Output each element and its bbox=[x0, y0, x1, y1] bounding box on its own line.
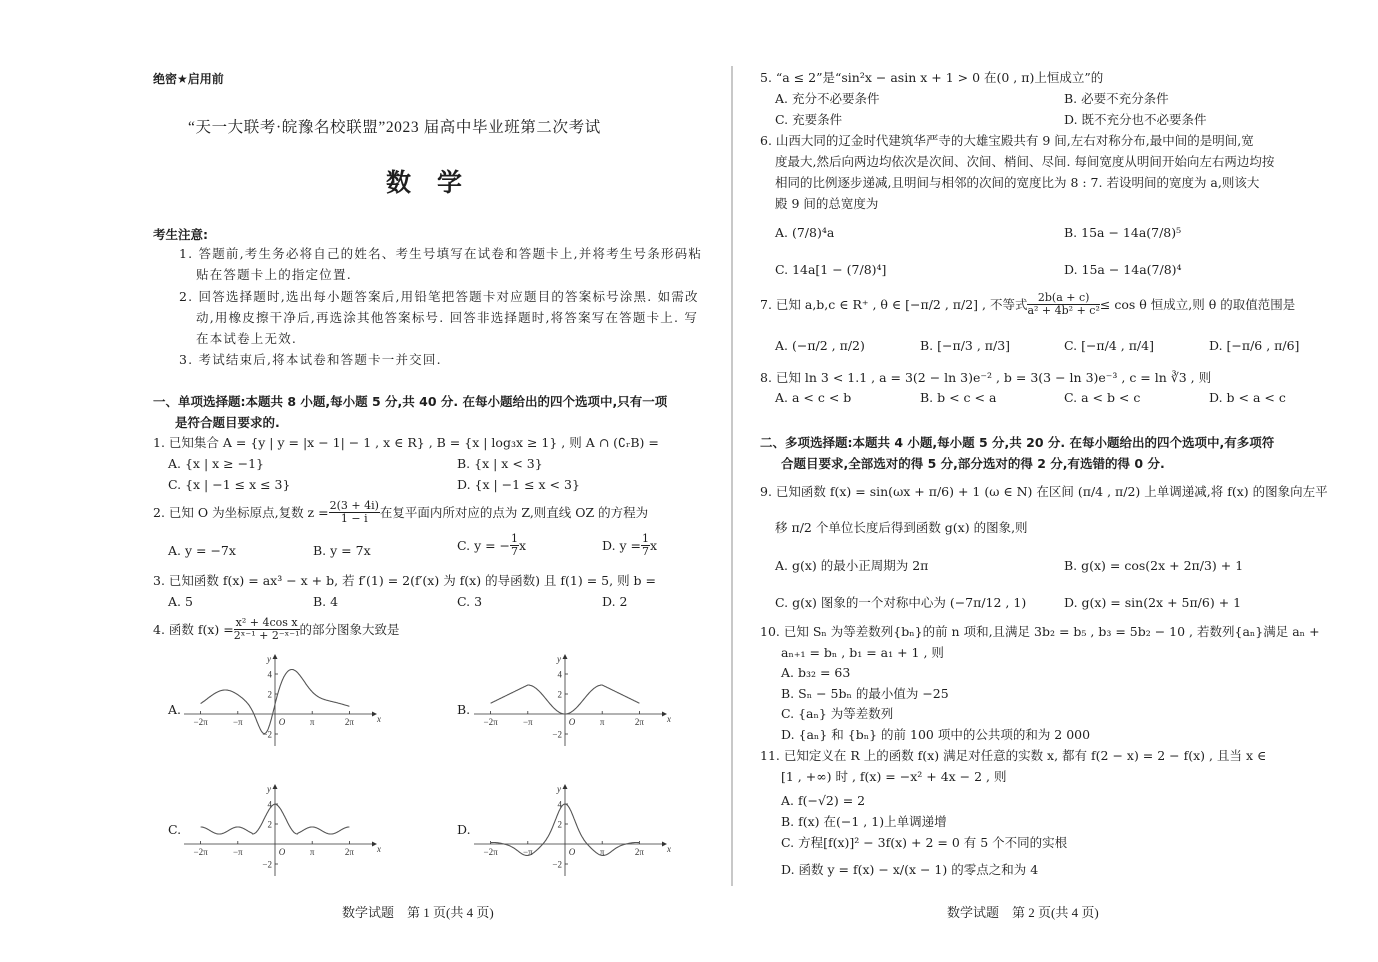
q6-option-b: B. 15a − 14a(7/8)⁵ bbox=[1064, 225, 1182, 240]
q3-option-c: C. 3 bbox=[457, 594, 483, 609]
y-axis-arrow bbox=[563, 654, 568, 659]
q4-graph-b bbox=[470, 652, 670, 772]
q7-stem-post: ≤ cos θ 恒成立,则 θ 的取值范围是 bbox=[1099, 296, 1296, 312]
q4-graph-c bbox=[180, 766, 380, 886]
section2-heading-cont: 合题目要求,全部选对的得 5 分,部分选对的得 2 分,有选错的得 0 分. bbox=[781, 456, 1165, 471]
q2-option-d bbox=[602, 533, 657, 558]
q1-stem: 1. 已知集合 A = {y | y = |x − 1| − 1 , x ∈ R} , B = {x | log₃x ≥ 1} , 则 A ∩ (∁ᵣB) = bbox=[153, 435, 659, 450]
q7-frac-num: 2b(a + c) bbox=[1027, 292, 1099, 305]
q2-fraction bbox=[329, 500, 380, 525]
q6-option-a: A. (7/8)⁴a bbox=[775, 225, 835, 240]
notice-title: 考生注意: bbox=[153, 227, 208, 242]
q7-option-c: C. [−π/4 , π/4] bbox=[1064, 338, 1154, 353]
x-tick-label: −2π bbox=[483, 847, 498, 857]
q6-line-2: 度最大,然后向两边均依次是次间、次间、梢间、尽间. 每间宽度从明间开始向左右两边均按 bbox=[775, 154, 1275, 169]
q2-option-b: B. y = 7x bbox=[313, 543, 371, 558]
q11-option-b: B. f(x) 在(−1 , 1)上单调递增 bbox=[781, 814, 947, 829]
q1-option-c: C. {x | −1 ≤ x ≤ 3} bbox=[168, 477, 291, 492]
q10-option-c: C. {aₙ} 为等差数列 bbox=[781, 706, 894, 721]
x-axis-label: x bbox=[667, 844, 671, 854]
q9-option-b: B. g(x) = cos(2x + 2π/3) + 1 bbox=[1064, 558, 1244, 573]
q5-option-b: B. 必要不充分条件 bbox=[1064, 91, 1169, 106]
q2-option-c-post: x bbox=[519, 537, 527, 553]
section2-heading: 二、多项选择题:本题共 4 小题,每小题 5 分,共 20 分. 在每小题给出的四个选项中,有多项符 bbox=[760, 435, 1275, 450]
section1-heading-cont: 是符合题目要求的. bbox=[175, 415, 280, 430]
page-divider bbox=[731, 66, 733, 886]
q8-option-a: A. a < c < b bbox=[775, 390, 852, 405]
x-tick-label: −2π bbox=[193, 717, 208, 727]
x-tick-label: O bbox=[568, 717, 576, 727]
y-tick-label: −2 bbox=[262, 859, 272, 870]
notice-item-1-line1: 1. 答题前,考生务必将自己的姓名、考生号填写在试卷和答题卡上,并将考生号条形码粘 bbox=[179, 246, 703, 261]
x-tick-label: O bbox=[278, 717, 286, 727]
y-tick-label: 4 bbox=[557, 799, 562, 810]
q4-graph-d bbox=[470, 766, 670, 886]
y-axis-arrow bbox=[563, 784, 568, 789]
q8-option-d: D. b < a < c bbox=[1209, 390, 1286, 405]
q2-stem-post: 在复平面内所对应的点为 Z,则直线 OZ 的方程为 bbox=[379, 504, 649, 520]
y-tick-label: 4 bbox=[267, 799, 272, 810]
frac-num: 1 bbox=[511, 532, 519, 545]
q1-option-a: A. {x | x ≥ −1} bbox=[168, 456, 264, 471]
frac-den: 7 bbox=[642, 545, 650, 558]
x-tick-label: O bbox=[278, 847, 286, 857]
q1-option-d: D. {x | −1 ≤ x < 3} bbox=[457, 477, 580, 492]
y-axis-label: y bbox=[267, 654, 271, 664]
y-tick-label: −2 bbox=[262, 729, 272, 740]
q2-frac-den: 1 − i bbox=[340, 512, 368, 525]
q4-graph-a bbox=[180, 652, 380, 772]
q11-option-d: D. 函数 y = f(x) − x/(x − 1) 的零点之和为 4 bbox=[781, 862, 1039, 877]
x-tick-label: 2π bbox=[634, 847, 644, 857]
x-axis-label: x bbox=[377, 844, 381, 854]
x-tick-label: π bbox=[309, 717, 315, 727]
q4-stem-post: 的部分图象大致是 bbox=[299, 621, 400, 637]
q2-stem-pre: 2. 已知 O 为坐标原点,复数 z = bbox=[153, 504, 329, 520]
y-tick-label: −2 bbox=[552, 729, 562, 740]
q3-option-d: D. 2 bbox=[602, 594, 628, 609]
q1-option-b: B. {x | x < 3} bbox=[457, 456, 543, 471]
q10-option-d: D. {aₙ} 和 {bₙ} 的前 100 项中的公共项的和为 2 000 bbox=[781, 727, 1091, 742]
q5-stem: 5. “a ≤ 2”是“sin²x − asin x + 1 > 0 在(0 , π)上恒成立”的 bbox=[760, 70, 1104, 85]
y-tick-label: 4 bbox=[557, 669, 562, 680]
y-tick-label: 2 bbox=[557, 819, 562, 830]
notice-item-1-line2: 贴在答题卡上的指定位置. bbox=[196, 267, 352, 282]
q4-stem-pre: 4. 函数 f(x) = bbox=[153, 621, 234, 637]
notice-item-2-line3: 在本试卷上无效. bbox=[196, 331, 298, 346]
q8-stem: 8. 已知 ln 3 < 1.1 , a = 3(2 − ln 3)e⁻² , b = 3(3 − ln 3)e⁻³ , c = ln ∛3 , 则 bbox=[760, 370, 1212, 385]
q4-frac-num: x² + 4cos x bbox=[235, 616, 298, 629]
q5-option-d: D. 既不充分也不必要条件 bbox=[1064, 112, 1207, 127]
q2-option-c-frac bbox=[510, 533, 519, 558]
q2-stem bbox=[153, 500, 648, 525]
x-tick-label: −π bbox=[232, 717, 243, 727]
q10-option-b: B. Sₙ − 5bₙ 的最小值为 −25 bbox=[781, 686, 949, 701]
frac-den: 7 bbox=[511, 545, 519, 558]
q8-option-b: B. b < c < a bbox=[920, 390, 997, 405]
y-axis-label: y bbox=[557, 654, 561, 664]
section1-heading: 一、单项选择题:本题共 8 小题,每小题 5 分,共 40 分. 在每小题给出的四个选项中,只有一项 bbox=[153, 394, 668, 409]
q4-graph-a-label: A. bbox=[168, 702, 182, 717]
q6-line-1: 6. 山西大同的辽金时代建筑华严寺的大雄宝殿共有 9 间,左右对称分布,最中间的是明间,宽 bbox=[760, 133, 1254, 148]
q3-stem: 3. 已知函数 f(x) = ax³ − x + b, 若 f′(1) = 2(f′(x) 为 f(x) 的导函数) 且 f(1) = 5, 则 b = bbox=[153, 573, 656, 588]
q9-line-1: 9. 已知函数 f(x) = sin(ωx + π/6) + 1 (ω ∈ N) 在区间 (π/4 , π/2) 上单调递减,将 f(x) 的图象向左平 bbox=[760, 484, 1328, 499]
x-tick-label: −π bbox=[522, 847, 533, 857]
q3-option-a: A. 5 bbox=[168, 594, 193, 609]
notice-item-2-line1: 2. 回答选择题时,选出每小题答案后,用铅笔把答题卡对应题目的答案标号涂黑. 如需改 bbox=[179, 289, 699, 304]
q2-option-d-post: x bbox=[650, 537, 658, 553]
x-axis-label: x bbox=[377, 714, 381, 724]
q6-line-4: 殿 9 间的总宽度为 bbox=[775, 196, 879, 211]
x-tick-label: O bbox=[568, 847, 576, 857]
x-tick-label: −2π bbox=[483, 717, 498, 727]
q2-option-c bbox=[457, 533, 526, 558]
q8-option-c: C. a < b < c bbox=[1064, 390, 1141, 405]
exam-title: “天一大联考·皖豫名校联盟”2023 届高中毕业班第二次考试 bbox=[188, 119, 601, 136]
q11-line-2: [1 , +∞) 时 , f(x) = −x² + 4x − 2 , 则 bbox=[781, 769, 1007, 784]
q6-option-d: D. 15a − 14a(7/8)⁴ bbox=[1064, 262, 1182, 277]
x-tick-label: −π bbox=[522, 717, 533, 727]
q11-option-c: C. 方程[f(x)]² − 3f(x) + 2 = 0 有 5 个不同的实根 bbox=[781, 835, 1068, 850]
q2-frac-num: 2(3 + 4i) bbox=[329, 499, 379, 512]
q2-option-d-frac bbox=[641, 533, 650, 558]
q6-option-c: C. 14a[1 − (7/8)⁴] bbox=[775, 262, 887, 277]
subject-title: 数学 bbox=[386, 168, 489, 197]
confidential-label: 绝密★启用前 bbox=[153, 72, 224, 86]
q2-option-a: A. y = −7x bbox=[168, 543, 236, 558]
q10-option-a: A. b₃₂ = 63 bbox=[781, 665, 851, 680]
x-axis-label: x bbox=[667, 714, 671, 724]
q7-option-a: A. (−π/2 , π/2) bbox=[775, 338, 865, 353]
q7-option-d: D. [−π/6 , π/6] bbox=[1209, 338, 1300, 353]
x-tick-label: 2π bbox=[634, 717, 644, 727]
footer-page-1: 数学试题 第 1 页(共 4 页) bbox=[342, 905, 494, 920]
x-tick-label: π bbox=[309, 847, 315, 857]
q5-option-a: A. 充分不必要条件 bbox=[775, 91, 880, 106]
y-tick-label: −2 bbox=[552, 859, 562, 870]
y-tick-label: 2 bbox=[557, 689, 562, 700]
q11-option-a: A. f(−√2) = 2 bbox=[781, 793, 866, 808]
x-tick-label: π bbox=[599, 717, 605, 727]
q7-option-b: B. [−π/3 , π/3] bbox=[920, 338, 1011, 353]
x-tick-label: 2π bbox=[344, 717, 354, 727]
q9-option-c: C. g(x) 图象的一个对称中心为 (−7π/12 , 1) bbox=[775, 595, 1027, 610]
q4-graph-b-label: B. bbox=[457, 702, 471, 717]
q9-option-a: A. g(x) 的最小正周期为 2π bbox=[775, 558, 929, 573]
q9-line-2: 移 π/2 个单位长度后得到函数 g(x) 的图象,则 bbox=[775, 520, 1028, 535]
q3-option-b: B. 4 bbox=[313, 594, 339, 609]
q2-option-d-label: D. y = bbox=[602, 537, 642, 553]
q4-stem bbox=[153, 617, 400, 642]
x-tick-label: π bbox=[599, 847, 605, 857]
frac-num: 1 bbox=[642, 532, 650, 545]
footer-page-2: 数学试题 第 2 页(共 4 页) bbox=[947, 905, 1099, 920]
q7-stem bbox=[760, 292, 1295, 317]
q9-option-d: D. g(x) = sin(2x + 5π/6) + 1 bbox=[1064, 595, 1242, 610]
y-axis-arrow bbox=[273, 784, 278, 789]
q7-fraction bbox=[1027, 292, 1099, 317]
q7-stem-pre: 7. 已知 a,b,c ∈ R⁺ , θ ∈ [−π/2 , π/2] , 不等式 bbox=[760, 296, 1028, 312]
q4-frac-den: 2ˣ⁻¹ + 2⁻ˣ⁻¹ bbox=[233, 629, 300, 642]
q4-fraction bbox=[234, 617, 300, 642]
y-axis-label: y bbox=[557, 784, 561, 794]
x-tick-label: −2π bbox=[193, 847, 208, 857]
q7-frac-den: a² + 4b² + c² bbox=[1027, 304, 1100, 317]
y-tick-label: 2 bbox=[267, 689, 272, 700]
q10-line-2: aₙ₊₁ = bₙ , b₁ = a₁ + 1 , 则 bbox=[781, 645, 944, 660]
q2-option-c-label: C. y = − bbox=[457, 537, 511, 553]
y-axis-arrow bbox=[273, 654, 278, 659]
y-axis-label: y bbox=[267, 784, 271, 794]
q4-graph-d-label: D. bbox=[457, 822, 471, 837]
q11-line-1: 11. 已知定义在 R 上的函数 f(x) 满足对任意的实数 x, 都有 f(2 − x) = 2 − f(x) , 且当 x ∈ bbox=[760, 748, 1267, 763]
q6-line-3: 相同的比例逐步递减,且明间与相邻的次间的宽度比为 8 : 7. 若设明间的宽度为 a,则该大 bbox=[775, 175, 1260, 190]
y-tick-label: 2 bbox=[267, 819, 272, 830]
notice-item-2-line2: 动,用橡皮擦干净后,再选涂其他答案标号. 回答非选择题时,将答案写在答题卡上. 写 bbox=[196, 310, 699, 325]
q4-graph-c-label: C. bbox=[168, 822, 182, 837]
y-tick-label: 4 bbox=[267, 669, 272, 680]
q10-line-1: 10. 已知 Sₙ 为等差数列{bₙ}的前 n 项和,且满足 3b₂ = b₅ , b₃ = 5b₂ − 10 , 若数列{aₙ}满足 aₙ + bbox=[760, 624, 1320, 639]
x-tick-label: −π bbox=[232, 847, 243, 857]
notice-item-3-line1: 3. 考试结束后,将本试卷和答题卡一并交回. bbox=[179, 352, 442, 367]
x-tick-label: 2π bbox=[344, 847, 354, 857]
q5-option-c: C. 充要条件 bbox=[775, 112, 843, 127]
